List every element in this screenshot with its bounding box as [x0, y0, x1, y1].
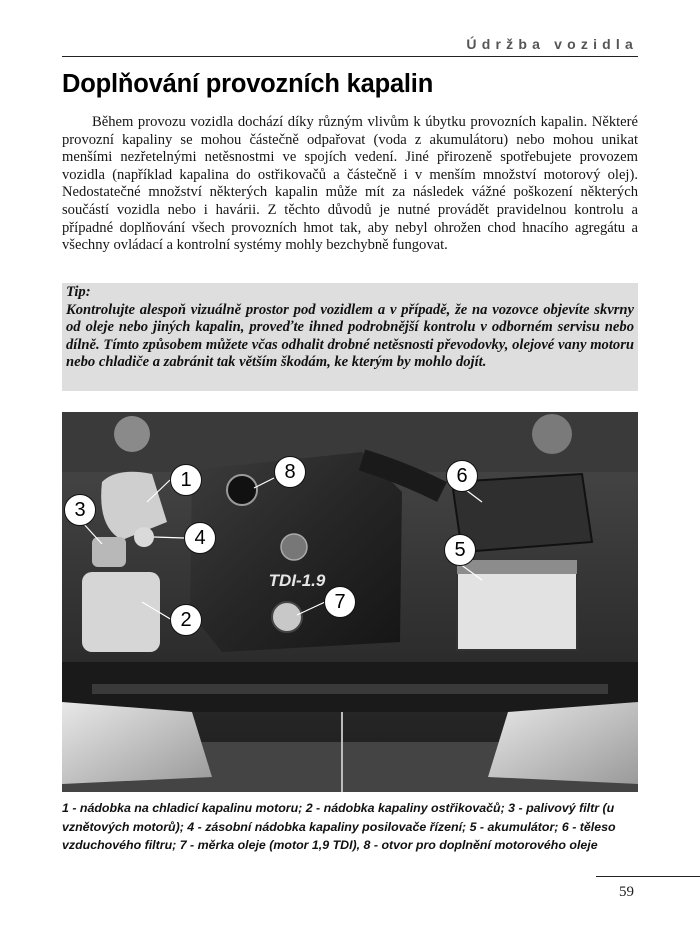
oil-filler-cap	[227, 475, 257, 505]
headlamp-left	[62, 702, 212, 784]
tip-text: Kontrolujte alespoň vizuálně prostor pod vozidlem a v případě, že na vozovce objevíte skvrny od oleje nebo jiných kapalin, proveďte ihned podrobnější kontrolu v odborném servisu nebo dílně. Tímto způsobem můžete včas odhalit drobné netěsnosti převodovky, olejové vany motoru nebo chladiče a zabránit tak větším škodám, ke kterým by mohlo dojít.	[66, 301, 634, 371]
oil-dipstick	[272, 602, 302, 632]
power-steering-reservoir	[134, 527, 154, 547]
callout-8: 8	[274, 456, 306, 488]
section-title: Doplňování provozních kapalin	[62, 70, 434, 98]
body-paragraph: Během provozu vozidla dochází díky různým vlivům k úbytku provozních kapalin. Některé provozní kapaliny se mohou částečně odpařovat (voda z akumulátoru) nebo mohou unikat menšími nezřetelnými netěsnostmi ve spojích vedení. Jiné přirozeně spotřebujete provozem vozidla (například kapalina do ostřikovačů a částečně i v menším množství motorový olej). Nedostatečné množství některých kapalin může mít za následek vážné poškození některých součástí vozidla nebo i havárii. Z těchto důvodů je nutné provádět pravidelnou kontrolu a případné doplňování všech provozních hmot tak, aby nebyl ohrožen chod hnacího agregátu a všechny ovládací a kontrolní systémy mohly bezchybně fungovat.	[62, 114, 638, 254]
tip-box	[62, 283, 638, 391]
strut-top-right	[532, 414, 572, 454]
strut-top-left	[114, 416, 150, 452]
tip-label: Tip:	[66, 284, 91, 300]
callout-7: 7	[324, 586, 356, 618]
battery-top	[457, 560, 577, 574]
washer-reservoir	[82, 572, 160, 652]
photo-caption: 1 - nádobka na chladicí kapalinu motoru; 2 - nádobka kapaliny ostřikovačů; 3 - palivový filtr (u vznětových motorů); 4 - zásobní nádobka kapaliny posilovače řízení; 5 - akumulátor; 6 - těleso vzduchového filtru; 7 - měrka oleje (motor 1,9 TDI), 8 - otvor pro doplnění motorového oleje	[62, 801, 616, 853]
callout-6: 6	[446, 460, 478, 492]
callout-5: 5	[444, 534, 476, 566]
page-number: 59	[619, 884, 634, 900]
running-head	[62, 34, 638, 57]
crossmember-rail	[92, 684, 608, 694]
footer-rule	[596, 876, 700, 877]
engine-bay-photo	[62, 412, 638, 792]
callout-2: 2	[170, 604, 202, 636]
callout-4: 4	[184, 522, 216, 554]
fuel-filter	[92, 537, 126, 567]
headlamp-right	[488, 702, 638, 784]
running-head-title: Údržba vozidla	[466, 36, 638, 52]
battery	[457, 572, 577, 650]
brand-emblem	[281, 534, 307, 560]
callout-1: 1	[170, 464, 202, 496]
callout-3: 3	[64, 494, 96, 526]
engine-badge: TDI-1.9	[268, 571, 326, 590]
